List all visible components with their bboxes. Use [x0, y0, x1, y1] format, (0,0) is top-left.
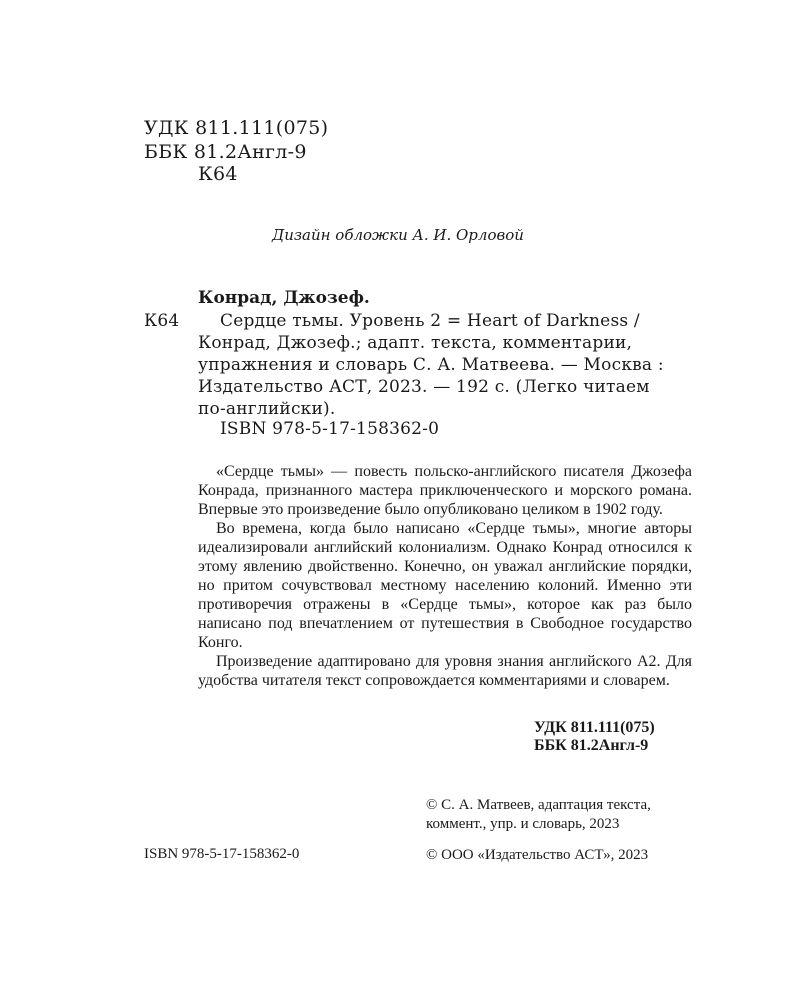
annotation-paragraph: «Сердце тьмы» — повесть польско-английского писателя Джозефа Конрада, признанного мастера приключенческого и морского романа. Впервые это произведение было опубликовано целиком в 1902 году.	[198, 463, 692, 518]
isbn-bottom: ISBN 978-5-17-158362-0	[144, 846, 300, 862]
record-line: Сердце тьмы. Уровень 2 = Heart of Darkness /	[220, 311, 640, 331]
udk-header: УДК 811.111(075)	[144, 117, 329, 139]
record-line: упражнения и словарь С. А. Матвеева. — Москва :	[198, 355, 664, 375]
copyright-publisher: © ООО «Издательство АСТ», 2023	[426, 847, 649, 863]
bbk-footer: ББК 81.2Англ-9	[534, 737, 649, 754]
cover-design-credit: Дизайн обложки А. И. Орловой	[272, 226, 524, 244]
record-description	[198, 310, 698, 420]
udk-footer: УДК 811.111(075)	[534, 719, 655, 736]
record-author: Конрад, Джозеф.	[198, 288, 370, 308]
annotation-paragraph: Произведение адаптировано для уровня знания английского A2. Для удобства читателя текст сопровождается комментариями и словарем.	[198, 653, 692, 689]
record-line: Конрад, Джозеф.; адапт. текста, комментарии,	[198, 333, 633, 353]
record-code: К64	[144, 311, 180, 331]
record-line: Издательство АСТ, 2023. — 192 с. (Легко читаем	[198, 377, 650, 397]
annotation-paragraph: Во времена, когда было написано «Сердце тьмы», многие авторы идеализировали английский колониализм. Однако Конрад относился к этому явлению двойственно. Конечно, он уважал английские порядки, но притом сочувствовал местному населению колоний. Именно эти противоречия отражены в «Сердце тьмы», которое как раз было написано под впечатлением от путешествия в Свободное государство Конго.	[198, 520, 692, 651]
record-isbn: ISBN 978-5-17-158362-0	[220, 419, 440, 439]
copyright-translator: © С. А. Матвеев, адаптация текста, коммент., упр. и словарь, 2023	[426, 797, 651, 832]
author-code-header: К64	[198, 163, 238, 185]
annotation	[198, 462, 692, 690]
record-line: по-английски).	[198, 399, 336, 419]
bbk-header: ББК 81.2Англ-9	[144, 141, 307, 163]
